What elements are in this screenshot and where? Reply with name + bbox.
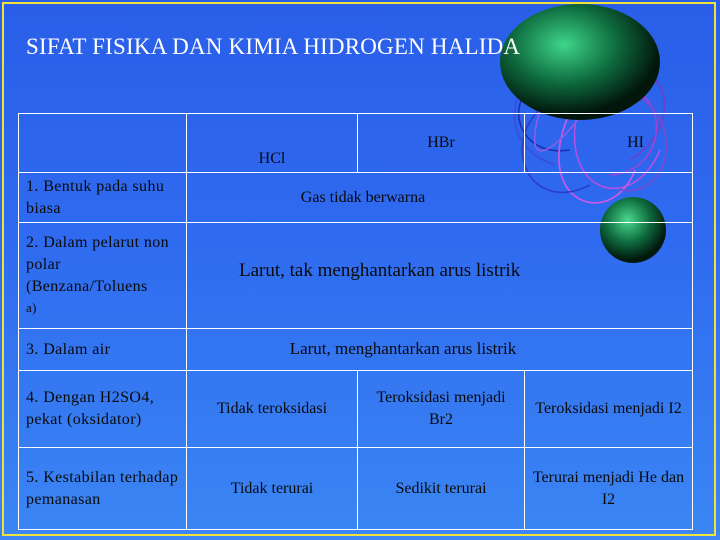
row-label: 1. Bentuk pada suhu biasa — [19, 173, 187, 223]
table-cell: Sedikit terurai — [358, 448, 525, 530]
table-cell: Tidak teroksidasi — [187, 371, 358, 448]
header-cell-hi: HI — [525, 114, 693, 173]
table-row — [19, 223, 693, 329]
row-label: 5. Kestabilan terhadap pemanasan — [19, 448, 187, 530]
row-label: 2. Dalam pelarut non polar (Benzana/Toluens — [26, 234, 170, 295]
merged-cell: Larut, tak menghantarkan arus listrik — [187, 223, 693, 329]
table-row — [19, 448, 693, 530]
slide-title: SIFAT FISIKA DAN KIMIA HIDROGEN HALIDA — [26, 34, 521, 59]
header-cell-hbr: HBr — [358, 114, 525, 173]
table-cell: Teroksidasi menjadi I2 — [525, 371, 693, 448]
merged-cell: Larut, menghantarkan arus listrik — [187, 329, 693, 371]
row-label-cell — [19, 223, 187, 329]
table-row — [19, 173, 693, 223]
table-row — [19, 371, 693, 448]
header-cell-hcl: HCl — [187, 114, 358, 173]
table-row — [19, 329, 693, 371]
merged-cell: Gas tidak berwarna — [187, 173, 693, 223]
properties-table — [18, 113, 693, 530]
row-label: 3. Dalam air — [19, 329, 187, 371]
header-cell-blank — [19, 114, 187, 173]
row-label-suffix: a) — [26, 300, 37, 316]
table-cell: Tidak terurai — [187, 448, 358, 530]
table-cell: Teroksidasi menjadi Br2 — [358, 371, 525, 448]
table-header-row — [19, 114, 693, 173]
table-cell: Terurai menjadi He dan I2 — [525, 448, 693, 530]
green-sphere-icon — [500, 4, 660, 120]
row-label: 4. Dengan H2SO4, pekat (oksidator) — [19, 371, 187, 448]
